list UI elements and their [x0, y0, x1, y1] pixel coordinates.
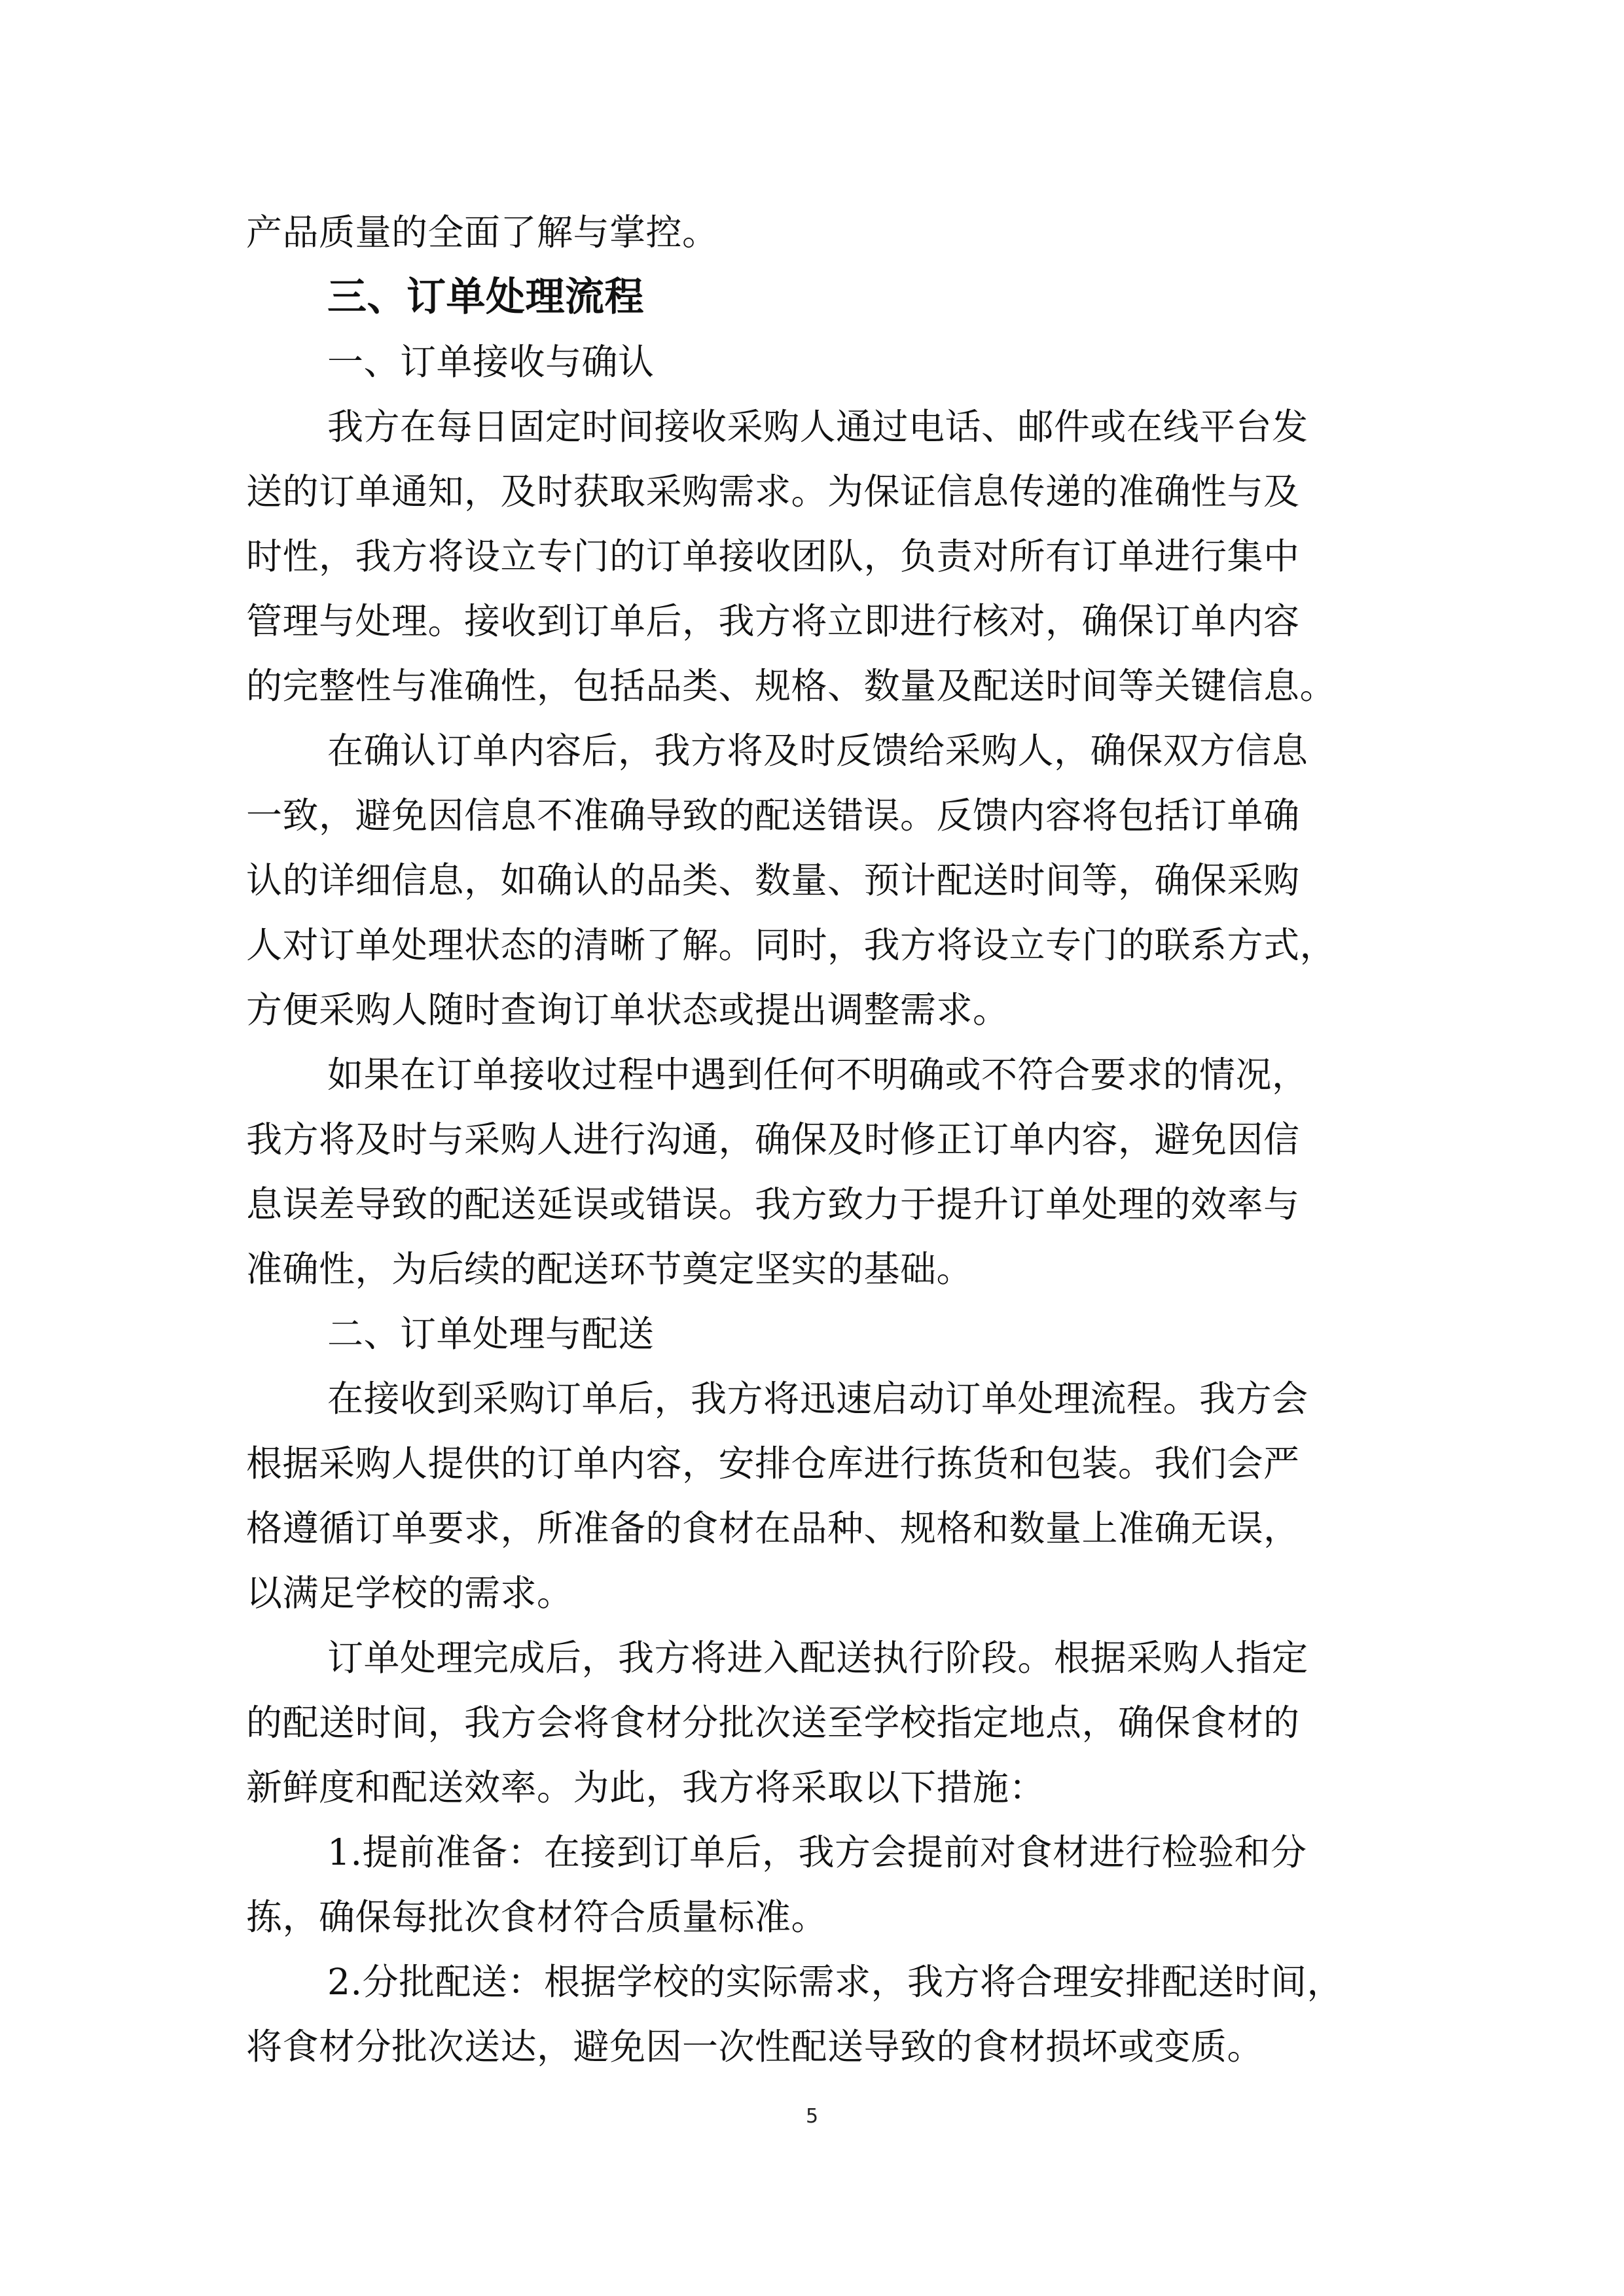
body-line: 的完整性与准确性，包括品类、规格、数量及配送时间等关键信息。	[246, 665, 1337, 707]
subsection-heading: 一、订单接收与确认	[327, 341, 655, 383]
body-line: 根据采购人提供的订单内容，安排仓库进行拣货和包装。我们会严	[246, 1443, 1300, 1484]
body-line: 产品质量的全面了解与掌控。	[246, 211, 719, 253]
subsection-heading: 二、订单处理与配送	[327, 1313, 655, 1355]
body-line: 人对订单处理状态的清晰了解。同时，我方将设立专门的联系方式，	[246, 924, 1337, 966]
body-line: 一致，避免因信息不准确导致的配送错误。反馈内容将包括订单确	[246, 795, 1300, 836]
page-number: 5	[805, 2105, 819, 2128]
list-item-line: 1.提前准备：在接到订单后，我方会提前对食材进行检验和分	[327, 1831, 1307, 1873]
body-line: 我方将及时与采购人进行沟通，确保及时修正订单内容，避免因信	[246, 1119, 1300, 1160]
list-item-line: 将食材分批次送达，避免因一次性配送导致的食材损坏或变质。	[246, 2026, 1264, 2068]
body-line: 我方在每日固定时间接收采购人通过电话、邮件或在线平台发	[327, 406, 1308, 448]
body-line: 以满足学校的需求。	[246, 1572, 573, 1614]
body-line: 管理与处理。接收到订单后，我方将立即进行核对，确保订单内容	[246, 600, 1300, 642]
body-line: 方便采购人随时查询订单状态或提出调整需求。	[246, 989, 1009, 1031]
section-heading: 三、订单处理流程	[327, 274, 644, 320]
list-item-line: 2.分批配送：根据学校的实际需求，我方将合理安排配送时间，	[327, 1961, 1343, 2003]
body-line: 在接收到采购订单后，我方将迅速启动订单处理流程。我方会	[327, 1378, 1308, 1420]
body-line: 认的详细信息，如确认的品类、数量、预计配送时间等，确保采购	[246, 859, 1300, 901]
body-line: 订单处理完成后，我方将进入配送执行阶段。根据采购人指定	[327, 1637, 1308, 1679]
body-line: 的配送时间，我方会将食材分批次送至学校指定地点，确保食材的	[246, 1702, 1300, 1744]
body-line: 格遵循订单要求，所准备的食材在品种、规格和数量上准确无误，	[246, 1507, 1300, 1549]
list-item-line: 拣，确保每批次食材符合质量标准。	[246, 1896, 828, 1938]
body-line: 准确性，为后续的配送环节奠定坚实的基础。	[246, 1248, 973, 1290]
body-line: 如果在订单接收过程中遇到任何不明确或不符合要求的情况，	[327, 1054, 1308, 1096]
document-body	[246, 200, 1380, 2079]
body-line: 时性，我方将设立专门的订单接收团队，负责对所有订单进行集中	[246, 535, 1300, 577]
body-line: 新鲜度和配送效率。为此，我方将采取以下措施：	[246, 1767, 1046, 1808]
body-line: 在确认订单内容后，我方将及时反馈给采购人，确保双方信息	[327, 730, 1308, 772]
body-line: 送的订单通知，及时获取采购需求。为保证信息传递的准确性与及	[246, 471, 1300, 512]
body-line: 息误差导致的配送延误或错误。我方致力于提升订单处理的效率与	[246, 1183, 1300, 1225]
